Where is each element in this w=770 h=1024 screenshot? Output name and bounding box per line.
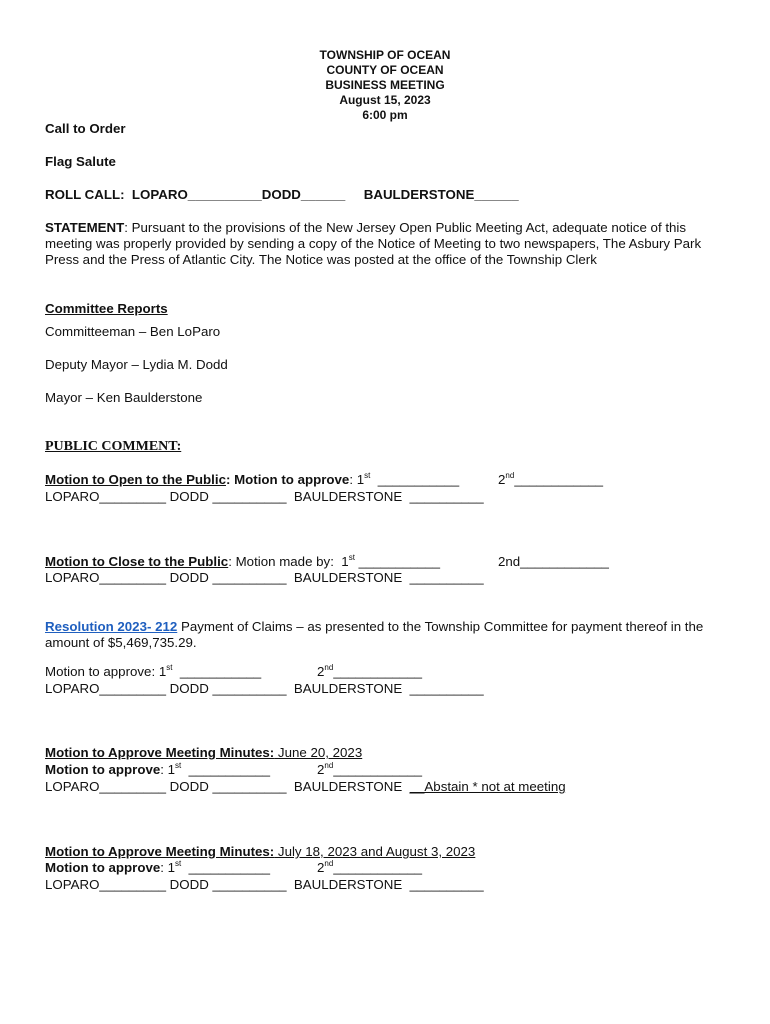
- header-county: COUNTY OF OCEAN: [326, 63, 444, 77]
- statement-label: STATEMENT: [45, 220, 125, 235]
- header-time: 6:00 pm: [362, 108, 408, 122]
- minutes2-title: Motion to Approve Meeting Minutes:: [45, 844, 275, 859]
- call-to-order: Call to Order: [45, 121, 126, 136]
- header-date: August 15, 2023: [339, 93, 431, 107]
- motion-close-made-by: : Motion made by: 1: [228, 554, 349, 569]
- flag-salute: Flag Salute: [45, 154, 116, 169]
- minutes2-motion-line: Motion to approve: 1st ___________: [45, 859, 271, 875]
- header-meeting-type: BUSINESS MEETING: [325, 78, 445, 92]
- header-township: TOWNSHIP OF OCEAN: [319, 48, 451, 62]
- resolution-paragraph: [45, 619, 725, 651]
- motion-close-first-blank: ___________: [354, 554, 440, 569]
- roll-call: ROLL CALL: LOPARO__________DODD______ BAULDERSTONE______: [45, 187, 519, 202]
- minutes1-abstain-note: __Abstain * not at meeting: [409, 779, 566, 794]
- motion-close-title: Motion to Close to the Public: [45, 554, 229, 569]
- committee-report-item: Committeeman – Ben LoParo: [45, 324, 221, 339]
- motion-open-title: Motion to Open to the Public: [45, 472, 226, 487]
- motion-close-first-sup: st: [348, 553, 355, 562]
- resolution-vote: LOPARO_________ DODD __________ BAULDERSTONE __________: [45, 681, 484, 696]
- motion-open-second: 2nd____________: [498, 471, 604, 487]
- committee-report-item: Deputy Mayor – Lydia M. Dodd: [45, 357, 228, 372]
- minutes2-date: July 18, 2023 and August 3, 2023: [274, 844, 476, 859]
- minutes1-second: 2nd____________: [317, 761, 423, 777]
- motion-open-first: : 1: [349, 472, 365, 487]
- minutes1-motion-line: Motion to approve: 1st ___________: [45, 761, 271, 777]
- motion-open-line: [45, 472, 459, 488]
- motion-open-first-sup: st: [364, 471, 371, 480]
- resolution-link[interactable]: Resolution 2023- 212: [45, 619, 178, 634]
- minutes2-vote: LOPARO_________ DODD __________ BAULDERSTONE __________: [45, 877, 484, 892]
- minutes1-line: [45, 745, 362, 761]
- motion-open-first-blank: ___________: [370, 472, 460, 487]
- resolution-motion-line: Motion to approve: 1st ___________: [45, 663, 262, 679]
- minutes1-title: Motion to Approve Meeting Minutes:: [45, 745, 275, 760]
- resolution-second: 2nd____________: [317, 663, 423, 679]
- public-comment-heading: PUBLIC COMMENT:: [45, 439, 182, 454]
- motion-close-line: [45, 554, 440, 570]
- motion-close-vote: LOPARO_________ DODD __________ BAULDERSTONE __________: [45, 570, 484, 585]
- minutes1-vote: LOPARO_________ DODD __________ BAULDERSTONE __Abstain * not at meeting: [45, 779, 566, 794]
- committee-report-item: Mayor – Ken Baulderstone: [45, 390, 203, 405]
- minutes1-date: June 20, 2023: [274, 745, 363, 760]
- motion-open-approve: : Motion to approve: [225, 472, 350, 487]
- statement-text: : Pursuant to the provisions of the New Jersey Open Public Meeting Act, adequate notice of this meeting was properly provided by sending a copy of the Notice of Meeting to two newspapers, The Asbury Park Press and the Press of Atlantic City. The Notice was posted at the office of the Township Clerk: [45, 220, 702, 267]
- committee-reports-heading: Committee Reports: [45, 301, 168, 316]
- statement-paragraph: [45, 220, 725, 268]
- resolution-text: Payment of Claims – as presented to the Township Committee for payment thereof in the amount of $5,469,735.29.: [45, 619, 704, 650]
- motion-close-second: 2nd____________: [498, 554, 609, 569]
- minutes2-line: [45, 844, 475, 860]
- minutes2-second: 2nd____________: [317, 859, 423, 875]
- motion-open-vote: LOPARO_________ DODD __________ BAULDERSTONE __________: [45, 489, 484, 504]
